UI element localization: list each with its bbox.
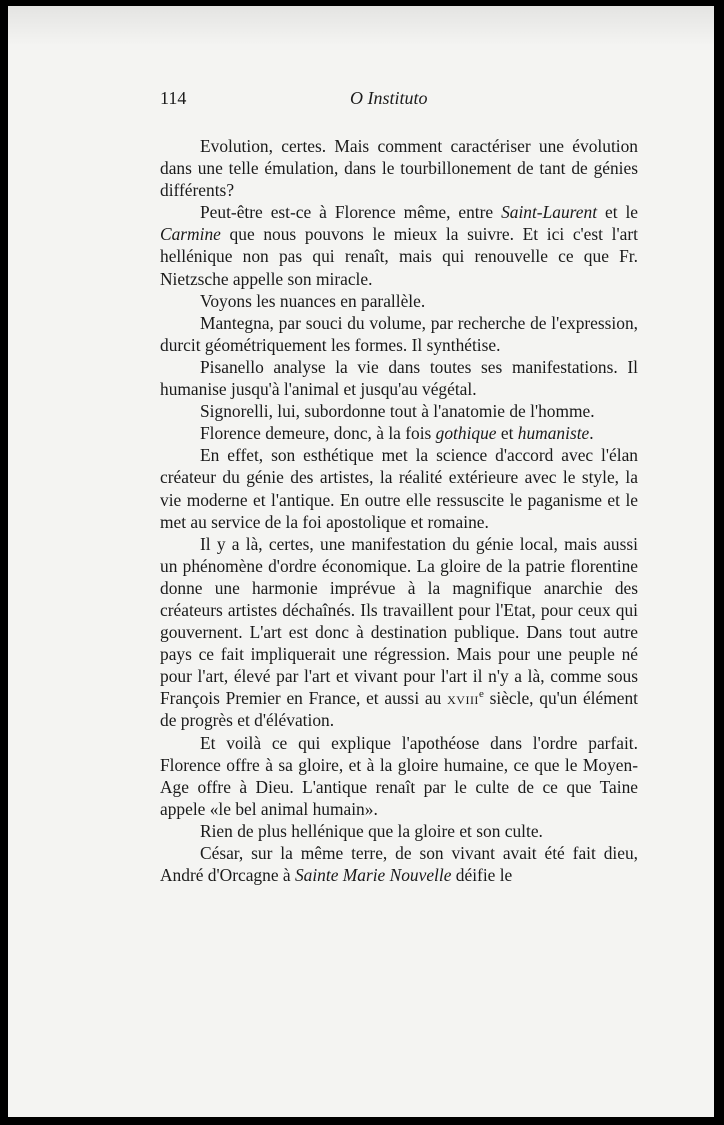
paragraph — [160, 842, 638, 886]
page-header — [160, 88, 638, 114]
paragraph-text: Evolution, certes. Mais comment caractériser une évolution dans une telle émulation, dans le tourbillonement de tant de génies différents? — [160, 136, 638, 201]
italic-place-name: Sainte Marie Nouvelle — [294, 865, 452, 886]
paragraph-text: siècle, qu'un élément de progrès et d'élévation. — [160, 688, 639, 731]
paragraph — [160, 356, 638, 400]
running-title: O Instituto — [350, 88, 428, 108]
scan-shadow — [8, 6, 714, 46]
paragraph — [160, 135, 638, 201]
paragraph-text: que nous pouvons le mieux la suivre. Et ici c'est l'art hellénique non pas qui renaît, mais qui renouvelle ce que Fr. Nietzsche appelle son miracle. — [160, 224, 638, 289]
paragraph — [160, 422, 638, 444]
paragraph — [160, 533, 638, 732]
paragraph-text: Pisanello analyse la vie dans toutes ses manifestations. Il humanise jusqu'à l'animal et jusqu'au végétal. — [160, 356, 638, 400]
paragraph-text: Mantegna, par souci du volume, par recherche de l'expression, durcit géométriquement les formes. Il synthétise. — [160, 312, 638, 355]
century-numeral: xviii — [447, 688, 479, 709]
paragraph-text: Signorelli, lui, subordonne tout à l'anatomie de l'homme. — [200, 401, 595, 422]
paragraph — [160, 732, 638, 820]
paragraph — [160, 201, 638, 289]
paragraph-text: et — [496, 423, 518, 444]
italic-term: gothique — [435, 423, 497, 444]
paragraph-text: En effet, son esthétique met la science d'accord avec l'élan créateur du génie des artistes, la réalité extérieure avec le style, la vie moderne et l'antique. En outre elle ressuscite le paganisme et le met au service de la foi apostolique et romaine. — [160, 445, 638, 532]
paragraph-text: Voyons les nuances en parallèle. — [200, 290, 426, 311]
paragraph — [160, 312, 638, 356]
document-page — [8, 6, 714, 1117]
paragraph-text: Il y a là, certes, une manifestation du génie local, mais aussi un phénomène d'ordre économique. La gloire de la patrie florentine donne une harmonie imprévue à la magnifique anarchie des créateurs artistes déchaînés. Ils travaillent pour l'Etat, pour ceux qui gouvernent. L'art est donc à destination publique. Dans tout autre pays ce fait impliquerait une régression. Mais pour une peuple né pour l'art, élevé par l'art et vivant pour l'art il n'y a là, comme sous François Premier en France, et aussi au — [160, 533, 638, 709]
paragraph — [160, 290, 638, 312]
page-number: 114 — [160, 88, 187, 108]
paragraph — [160, 444, 638, 532]
paragraph-text: Peut-être est-ce à Florence même, entre — [200, 202, 502, 223]
italic-place-name: Saint-Laurent — [501, 202, 598, 223]
italic-term: humaniste — [517, 423, 590, 444]
paragraph-text: et le — [597, 202, 639, 223]
paragraph-text: Rien de plus hellénique que la gloire et son culte. — [200, 820, 543, 841]
paragraph-text: déifie le — [451, 865, 513, 886]
paragraph-text: Florence demeure, donc, à la fois — [200, 423, 436, 444]
paragraph-text: Et voilà ce qui explique l'apothéose dans l'ordre parfait. Florence offre à sa gloire, et à la gloire humaine, ce que le Moyen-Age offre à Dieu. L'antique renaît par le culte de ce que Taine appele «le bel animal humain». — [160, 732, 638, 819]
paragraph-text: César, sur la même terre, de son vivant avait été fait dieu, André d'Orcagne à — [160, 843, 638, 886]
paragraph-text: . — [589, 423, 594, 444]
paragraph — [160, 400, 638, 422]
italic-place-name: Carmine — [160, 224, 221, 245]
body-text — [160, 135, 638, 886]
century-superscript: e — [478, 688, 484, 701]
paragraph — [160, 820, 638, 842]
